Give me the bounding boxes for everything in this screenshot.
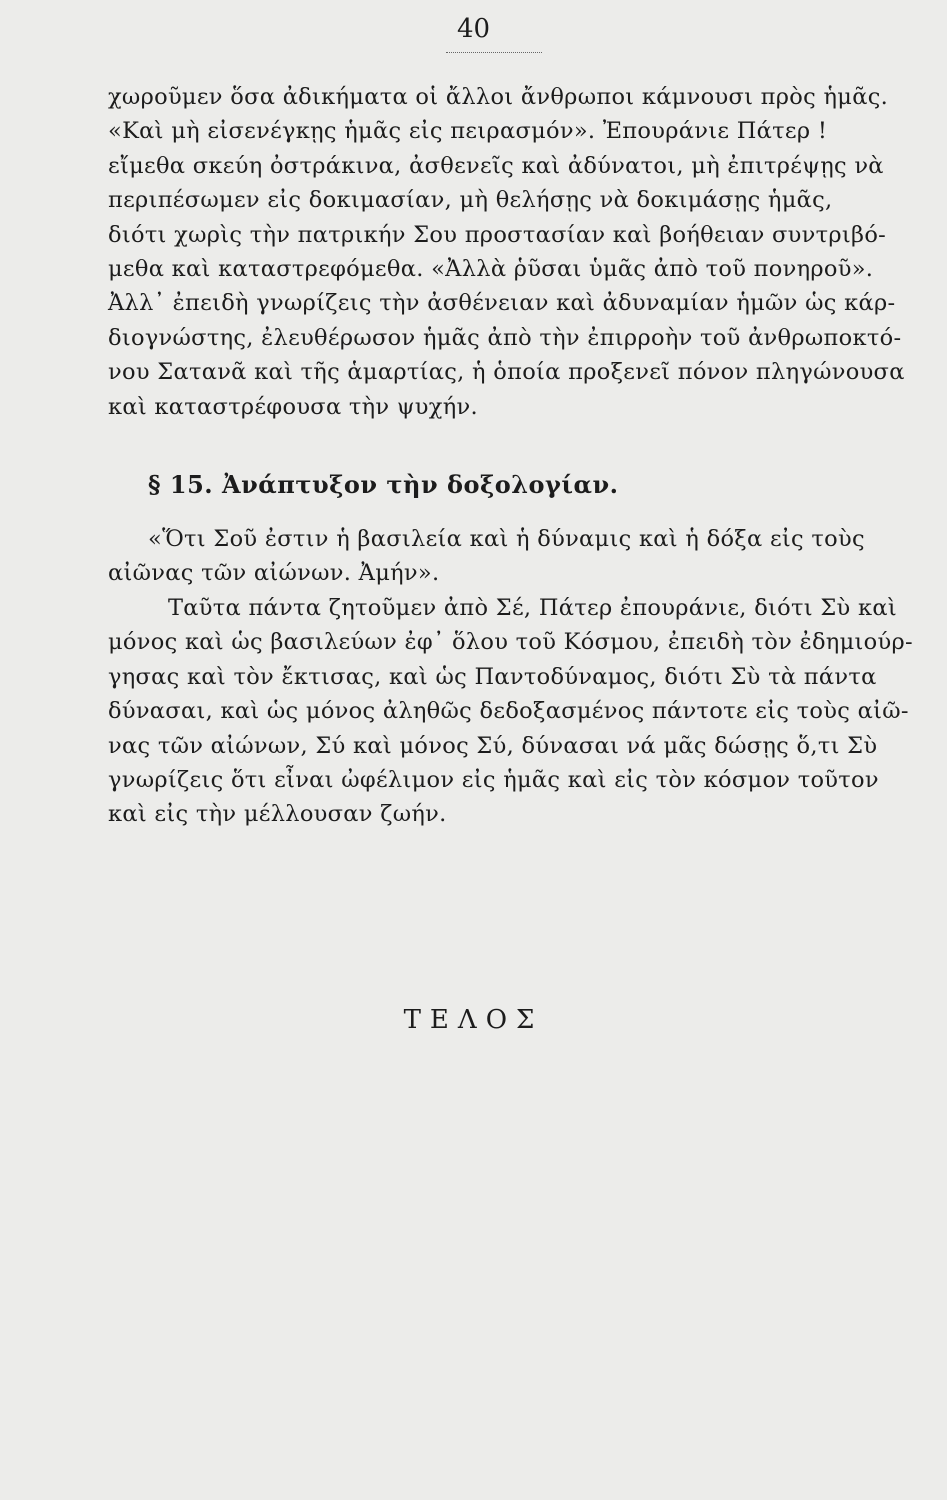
paragraph-1-line: νου Σατανᾶ καὶ τῆς ἁμαρτίας, ἡ ὁποία προξενεῖ πόνον πληγώνουσα bbox=[108, 359, 905, 386]
paragraph-1 bbox=[108, 80, 905, 424]
page-number: 40 bbox=[456, 14, 491, 44]
section-heading: § 15. Ἀνάπτυξον τὴν δοξολογίαν. bbox=[148, 470, 619, 499]
paragraph-3-line: γνωρίζεις ὅτι εἶναι ὠφέλιμον εἰς ἡμᾶς καὶ εἰς τὸν κόσμον τοῦτον bbox=[108, 766, 879, 793]
paragraph-1-line: εἴμεθα σκεύη ὀστράκινα, ἀσθενεῖς καὶ ἀδύνατοι, μὴ ἐπιτρέψῃς νὰ bbox=[108, 152, 884, 179]
paragraph-1-line: Ἀλλ᾽ ἐπειδὴ γνωρίζεις τὴν ἀσθένειαν καὶ ἀδυναμίαν ἡμῶν ὡς κάρ- bbox=[108, 290, 896, 317]
paragraph-1-line: διότι χωρὶς τὴν πατρικήν Σου προστασίαν καὶ βοήθειαν συντριβό- bbox=[108, 221, 887, 248]
paragraph-3-line: μόνος καὶ ὡς βασιλεύων ἐφ᾽ ὅλου τοῦ Κόσμου, ἐπειδὴ τὸν ἐδημιούρ- bbox=[108, 629, 913, 656]
end-mark: ΤΕΛΟΣ bbox=[403, 1005, 544, 1035]
paragraph-1-line: περιπέσωμεν εἰς δοκιμασίαν, μὴ θελήσῃς νὰ δοκιμάσῃς ἡμᾶς, bbox=[108, 187, 833, 214]
paragraph-3-line: νας τῶν αἰώνων, Σύ καὶ μόνος Σύ, δύνασαι νά μᾶς δώσῃς ὅ,τι Σὺ bbox=[108, 732, 878, 759]
paragraph-1-line: διογνώστης, ἐλευθέρωσον ἡμᾶς ἀπὸ τὴν ἐπιρροὴν τοῦ ἀνθρωποκτό- bbox=[108, 324, 902, 351]
paragraph-1-line: «Καὶ μὴ εἰσενέγκῃς ἡμᾶς εἰς πειρασμόν». Ἐπουράνιε Πάτερ ! bbox=[108, 118, 828, 145]
paragraph-3-line: καὶ εἰς τὴν μέλλουσαν ζωήν. bbox=[108, 801, 447, 828]
paragraph-3 bbox=[108, 591, 913, 832]
header-rule bbox=[446, 52, 542, 53]
paragraph-1-line: χωροῦμεν ὅσα ἀδικήματα οἱ ἄλλοι ἄνθρωποι κάμνουσι πρὸς ἡμᾶς. bbox=[108, 84, 889, 110]
paragraph-1-line: καὶ καταστρέφουσα τὴν ψυχήν. bbox=[108, 393, 478, 420]
paragraph-3-line: δύνασαι, καὶ ὡς μόνος ἀληθῶς δεδοξασμένος πάντοτε εἰς τοὺς αἰῶ- bbox=[108, 698, 909, 725]
paragraph-3-line: γησας καὶ τὸν ἔκτισας, καὶ ὡς Παντοδύναμος, διότι Σὺ τὰ πάντα bbox=[108, 663, 877, 690]
paragraph-2-line: «Ὅτι Σοῦ ἐστιν ἡ βασιλεία καὶ ἡ δύναμις καὶ ἡ δόξα εἰς τοὺς bbox=[148, 526, 865, 552]
paragraph-3-line: Ταῦτα πάντα ζητοῦμεν ἀπὸ Σέ, Πάτερ ἐπουράνιε, διότι Σὺ καὶ bbox=[168, 595, 897, 621]
paragraph-1-line: μεθα καὶ καταστρεφόμεθα. «Ἀλλὰ ῥῦσαι ὑμᾶς ἀπὸ τοῦ πονηροῦ». bbox=[108, 255, 874, 282]
paragraph-2 bbox=[108, 522, 890, 591]
paragraph-2-line: αἰῶνας τῶν αἰώνων. Ἀμήν». bbox=[108, 560, 440, 587]
